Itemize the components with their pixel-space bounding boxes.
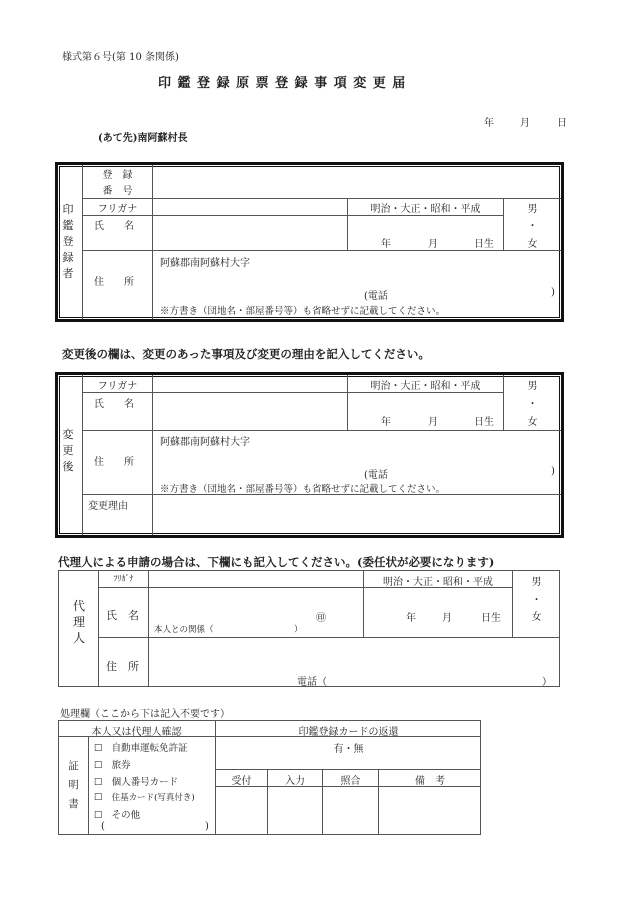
column-verification: 照合 (340, 776, 361, 787)
proxy-furigana-field[interactable] (149, 571, 363, 587)
gender-female[interactable]: 女 (527, 239, 538, 250)
reg-number-label-2: 番 号 (102, 186, 133, 197)
registrant-birth-day: 日生 (474, 239, 494, 250)
after-address-label: 住 所 (94, 457, 134, 468)
form-number: 様式第６号(第 10 条関係) (62, 52, 179, 63)
column-input: 入力 (285, 776, 305, 787)
id-option-label: 住基カード(写真付き) (111, 793, 195, 803)
after-furigana-label: フリガナ (97, 381, 138, 392)
proxy-relationship-field[interactable] (230, 621, 290, 635)
registrant-phone-label: (電話 (364, 291, 388, 302)
id-option-other[interactable] (94, 807, 140, 821)
registrant-phone-close: ) (551, 287, 555, 298)
registrant-address-prefix: 阿蘇郡南阿蘇村大字 (160, 258, 250, 269)
proxy-instruction: 代理人による申請の場合は、下欄にも記入してください。(委任状が必要になります) (58, 555, 495, 569)
after-phone-close: ) (551, 466, 555, 477)
proxy-section-label: 代理人 (72, 599, 85, 645)
proxy-era-options[interactable]: 明治・大正・昭和・平成 (383, 577, 493, 588)
proxy-birth-day: 日生 (481, 613, 501, 624)
gender-female[interactable]: 女 (531, 612, 542, 623)
gender-male[interactable]: 男 (527, 204, 538, 215)
proxy-address-label: 住 所 (106, 660, 139, 673)
registrant-name-label: 氏 名 (94, 221, 134, 232)
after-address-note: ※方書き（団地名・部屋番号等）も省略せずに記載してください。 (160, 484, 446, 495)
after-name-field[interactable] (153, 393, 347, 430)
id-option-juki-card[interactable] (94, 791, 195, 803)
identity-check-header: 本人又は代理人確認 (91, 727, 182, 738)
proxy-birth-year: 年 (406, 613, 416, 624)
proxy-name-field[interactable] (149, 588, 363, 618)
registrant-section-label: 印鑑登録者 (62, 203, 74, 280)
proxy-address-field[interactable] (149, 638, 559, 670)
after-birth-year: 年 (381, 417, 391, 428)
after-furigana-field[interactable] (153, 375, 347, 392)
verification-stamp-field (323, 787, 378, 834)
other-close-paren: ) (205, 821, 209, 832)
column-reception: 受付 (231, 776, 252, 787)
reception-stamp-field (216, 787, 267, 834)
processing-title: 処理欄（ここから下は記入不要です） (60, 709, 230, 720)
registrant-address-field[interactable] (153, 251, 561, 301)
remarks-field (379, 787, 480, 834)
gender-dot: ・ (527, 221, 538, 232)
after-name-label: 氏 名 (94, 399, 134, 410)
registrant-furigana-field[interactable] (153, 199, 347, 215)
proxy-phone-field[interactable] (335, 671, 535, 685)
change-reason-label: 変更理由 (88, 501, 128, 512)
registrant-address-label: 住 所 (94, 277, 134, 288)
date-month-label: 月 (520, 118, 530, 129)
after-change-section-label: 変更後 (62, 428, 74, 473)
card-return-header: 印鑑登録カードの返還 (298, 727, 399, 738)
id-option-my-number-card[interactable] (94, 774, 178, 788)
after-era-options[interactable]: 明治・大正・昭和・平成 (370, 381, 481, 392)
proxy-birth-month: 月 (442, 613, 452, 624)
proxy-relationship-close: ） (294, 625, 303, 635)
checkbox-icon[interactable]: ☐ (94, 777, 103, 788)
proxy-name-label: 氏 名 (106, 609, 139, 622)
change-instruction: 変更後の欄は、変更のあった事項及び変更の理由を記入してください。 (62, 347, 430, 361)
page-title: 印 鑑 登 録 原 票 登 録 事 項 変 更 届 (158, 76, 407, 91)
proxy-phone-close: ） (542, 677, 552, 688)
after-birth-day: 日生 (474, 417, 494, 428)
id-option-passport[interactable] (94, 757, 131, 771)
id-option-label: その他 (111, 810, 141, 821)
other-specify-field[interactable] (110, 821, 200, 834)
registrant-birth-year: 年 (381, 239, 391, 250)
other-open-paren: ( (101, 821, 105, 832)
change-reason-field[interactable] (153, 495, 561, 535)
registrant-address-note: ※方書き（団地名・部屋番号等）も省略せずに記載してください。 (160, 306, 446, 317)
card-return-value[interactable]: 有・無 (333, 744, 364, 755)
after-address-field[interactable] (153, 431, 561, 479)
gender-male[interactable]: 男 (531, 577, 542, 588)
after-phone-label: (電話 (364, 470, 388, 481)
id-option-label: 旅券 (111, 760, 131, 771)
gender-dot: ・ (527, 399, 538, 410)
addressee: (あて先)南阿蘇村長 (98, 133, 188, 144)
gender-male[interactable]: 男 (527, 381, 538, 392)
id-option-label: 個人番号カード (111, 777, 179, 788)
id-option-drivers-license[interactable] (94, 740, 188, 754)
proxy-phone-label: 電話（ (297, 677, 327, 688)
checkbox-icon[interactable]: ☐ (94, 760, 103, 771)
checkbox-icon[interactable]: ☐ (94, 810, 103, 821)
seal-mark: ㊞ (316, 613, 326, 624)
reg-number-field[interactable] (153, 165, 561, 198)
date-day-label: 日 (557, 118, 567, 129)
registrant-name-field[interactable] (153, 216, 347, 250)
date-year-label: 年 (484, 118, 494, 129)
proxy-furigana-label: ﾌﾘｶﾞﾅ (113, 574, 134, 583)
column-remarks: 備 考 (415, 776, 445, 787)
id-option-label: 自動車運転免許証 (111, 743, 188, 754)
after-address-prefix: 阿蘇郡南阿蘇村大字 (160, 437, 250, 448)
gender-dot: ・ (531, 595, 542, 606)
registrant-birth-month: 月 (428, 239, 438, 250)
proxy-relationship-label: 本人との関係（ (154, 625, 214, 635)
after-birth-month: 月 (428, 417, 438, 428)
reg-number-label-1: 登 録 (102, 170, 133, 181)
certificate-label: 証明書 (68, 760, 79, 810)
registrant-furigana-label: フリガナ (97, 204, 138, 215)
registrant-era-options[interactable]: 明治・大正・昭和・平成 (370, 204, 481, 215)
input-stamp-field (268, 787, 322, 834)
checkbox-icon[interactable]: ☐ (94, 792, 103, 803)
gender-female[interactable]: 女 (527, 417, 538, 428)
checkbox-icon[interactable]: ☐ (94, 743, 103, 754)
